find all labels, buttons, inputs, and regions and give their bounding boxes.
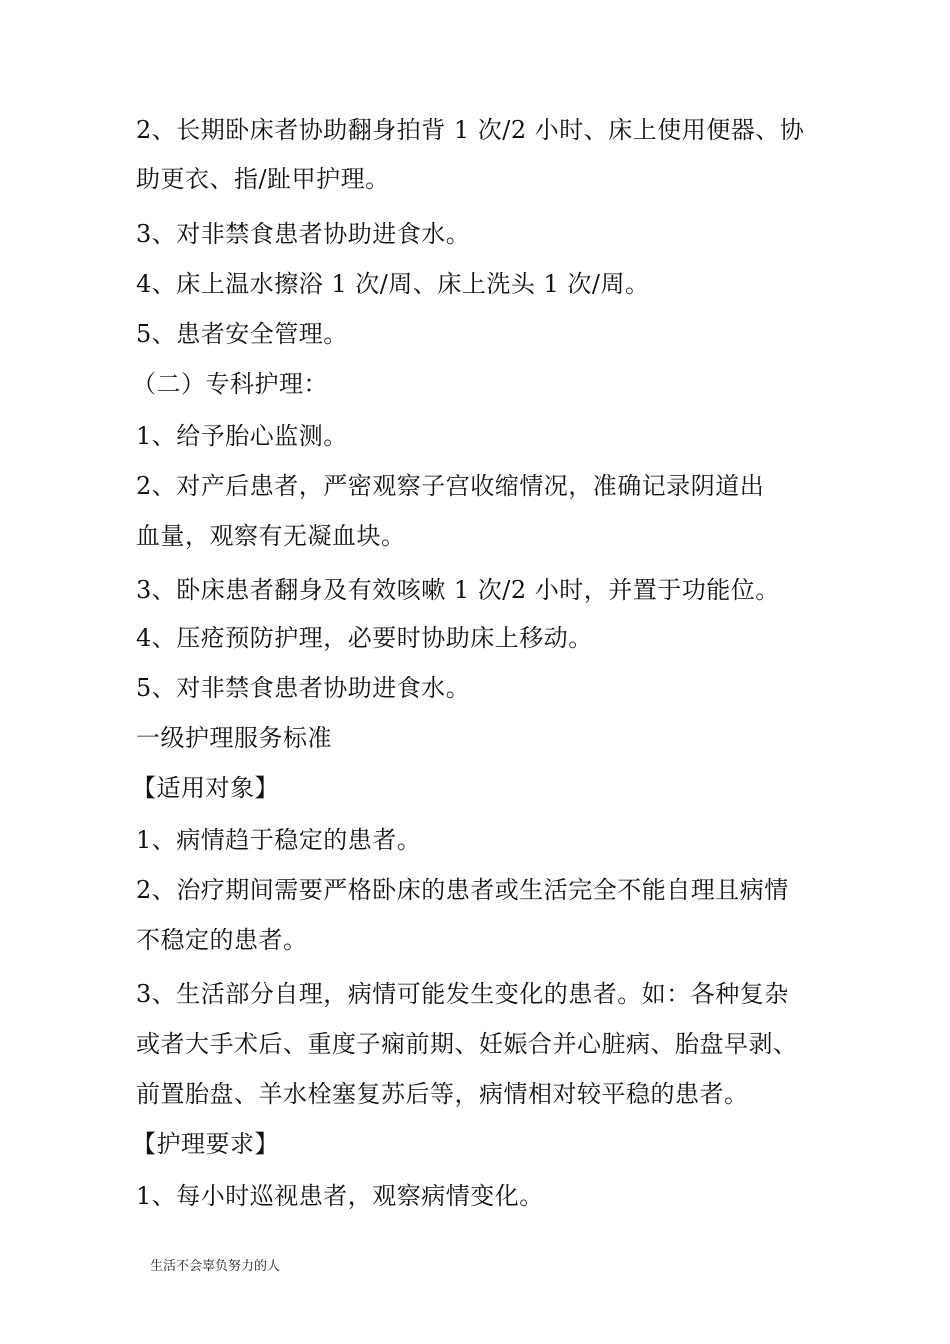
- text-line: 血量，观察有无凝血块。: [136, 522, 406, 550]
- text-line: 5、对非禁食患者协助进食水。: [136, 674, 471, 702]
- section-heading: 【护理要求】: [132, 1130, 279, 1158]
- text-line: 1、病情趋于稳定的患者。: [136, 826, 422, 854]
- text-line: 1、给予胎心监测。: [136, 422, 348, 450]
- text-line: 1、每小时巡视患者，观察病情变化。: [136, 1182, 544, 1210]
- text-line: 助更衣、指/趾甲护理。: [136, 165, 390, 193]
- text-line: 或者大手术后、重度子痫前期、妊娠合并心脏病、胎盘早剥、: [136, 1030, 798, 1058]
- text-line: 3、生活部分自理，病情可能发生变化的患者。如：各种复杂: [136, 980, 789, 1008]
- text-line: 3、对非禁食患者协助进食水。: [136, 220, 471, 248]
- text-line: 5、患者安全管理。: [136, 320, 348, 348]
- text-line: 4、床上温水擦浴 1 次/周、床上洗头 1 次/周。: [136, 270, 650, 298]
- text-line: 2、治疗期间需要严格卧床的患者或生活完全不能自理且病情: [136, 876, 789, 904]
- text-line: 不稳定的患者。: [136, 926, 308, 954]
- text-line: 前置胎盘、羊水栓塞复苏后等，病情相对较平稳的患者。: [136, 1080, 749, 1108]
- section-heading: 【适用对象】: [132, 774, 279, 802]
- text-line: 2、长期卧床者协助翻身拍背 1 次/2 小时、床上使用便器、协: [136, 116, 805, 144]
- text-line: 4、压疮预防护理，必要时协助床上移动。: [136, 624, 593, 652]
- text-line: 3、卧床患者翻身及有效咳嗽 1 次/2 小时，并置于功能位。: [136, 576, 780, 604]
- section-title: 一级护理服务标准: [136, 724, 332, 752]
- text-line: 2、对产后患者，严密观察子宫收缩情况，准确记录阴道出: [136, 472, 765, 500]
- page-footer: 生活不会辜负努力的人: [150, 1259, 281, 1274]
- section-heading: （二）专科护理：: [132, 370, 328, 398]
